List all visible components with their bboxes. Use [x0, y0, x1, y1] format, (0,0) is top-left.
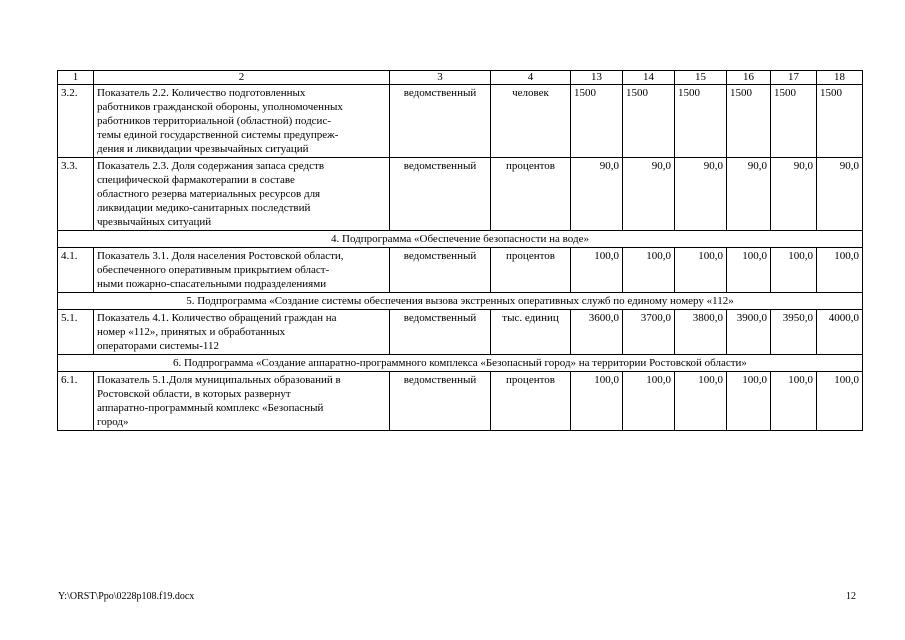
value-cell: 1500: [623, 85, 675, 158]
header-cell: 13: [571, 71, 623, 85]
indicator-type: ведомственный: [390, 310, 491, 355]
indicator-type: ведомственный: [390, 372, 491, 431]
value-cell: 1500: [675, 85, 727, 158]
indicator-name: Показатель 4.1. Количество обращений граждан на номер «112», принятых и обработанных операторами системы-112: [94, 310, 390, 355]
value-cell: 100,0: [675, 248, 727, 293]
section-title: 5. Подпрограмма «Создание системы обеспечения вызова экстренных оперативных служб по единому номеру «112»: [58, 293, 863, 310]
section-row: [58, 231, 863, 248]
value-cell: 3950,0: [771, 310, 817, 355]
section-title: 6. Подпрограмма «Создание аппаратно-программного комплекса «Безопасный город» на территории Ростовской области»: [58, 355, 863, 372]
value-cell: 3600,0: [571, 310, 623, 355]
section-row: [58, 293, 863, 310]
header-cell: 2: [94, 71, 390, 85]
value-cell: 100,0: [623, 248, 675, 293]
header-cell: 3: [390, 71, 491, 85]
value-cell: 100,0: [571, 372, 623, 431]
value-cell: 90,0: [623, 158, 675, 231]
section-title: 4. Подпрограмма «Обеспечение безопасности на воде»: [58, 231, 863, 248]
unit: человек: [491, 85, 571, 158]
indicator-type: ведомственный: [390, 248, 491, 293]
header-cell: 15: [675, 71, 727, 85]
indicator-name: Показатель 2.2. Количество подготовленных работников гражданской обороны, уполномоченных работников территориальной (областной) подсис- темы единой государственной системы предупреж- дения и ликвидации чрезвычайных ситуаций: [94, 85, 390, 158]
table-row: [58, 158, 863, 231]
indicator-name: Показатель 2.3. Доля содержания запаса средств специфической фармакотерапии в составе областного резерва материальных ресурсов для ликвидации медико-санитарных последствий чрезвычайных ситуаций: [94, 158, 390, 231]
value-cell: 4000,0: [817, 310, 863, 355]
value-cell: 90,0: [817, 158, 863, 231]
row-number: 3.3.: [58, 158, 94, 231]
table-row: [58, 85, 863, 158]
value-cell: 1500: [727, 85, 771, 158]
indicator-type: ведомственный: [390, 85, 491, 158]
value-cell: 100,0: [771, 248, 817, 293]
indicators-table: [57, 70, 863, 431]
row-number: 6.1.: [58, 372, 94, 431]
table-row: [58, 248, 863, 293]
indicator-type: ведомственный: [390, 158, 491, 231]
row-number: 5.1.: [58, 310, 94, 355]
indicator-name: Показатель 3.1. Доля населения Ростовской области, обеспеченного оперативным прикрытием област- ными пожарно-спасательными подразделениями: [94, 248, 390, 293]
table-row: [58, 372, 863, 431]
value-cell: 100,0: [817, 248, 863, 293]
value-cell: 1500: [571, 85, 623, 158]
value-cell: 1500: [771, 85, 817, 158]
value-cell: 100,0: [771, 372, 817, 431]
value-cell: 90,0: [727, 158, 771, 231]
header-row: [58, 71, 863, 85]
indicator-name: Показатель 5.1.Доля муниципальных образований в Ростовской области, в которых развернут аппаратно-программный комплекс «Безопасный город»: [94, 372, 390, 431]
value-cell: 100,0: [817, 372, 863, 431]
value-cell: 3700,0: [623, 310, 675, 355]
unit: процентов: [491, 372, 571, 431]
value-cell: 100,0: [623, 372, 675, 431]
value-cell: 1500: [817, 85, 863, 158]
table-row: [58, 310, 863, 355]
value-cell: 100,0: [727, 248, 771, 293]
table-body: [58, 71, 863, 431]
row-number: 4.1.: [58, 248, 94, 293]
header-cell: 16: [727, 71, 771, 85]
value-cell: 100,0: [571, 248, 623, 293]
header-cell: 14: [623, 71, 675, 85]
unit: тыс. единиц: [491, 310, 571, 355]
unit: процентов: [491, 158, 571, 231]
header-cell: 18: [817, 71, 863, 85]
unit: процентов: [491, 248, 571, 293]
value-cell: 3900,0: [727, 310, 771, 355]
footer-file-path: Y:\ORST\Ppo\0228p108.f19.docx: [58, 591, 195, 602]
value-cell: 90,0: [675, 158, 727, 231]
header-cell: 17: [771, 71, 817, 85]
header-cell: 4: [491, 71, 571, 85]
value-cell: 90,0: [771, 158, 817, 231]
value-cell: 3800,0: [675, 310, 727, 355]
value-cell: 90,0: [571, 158, 623, 231]
header-cell: 1: [58, 71, 94, 85]
value-cell: 100,0: [675, 372, 727, 431]
row-number: 3.2.: [58, 85, 94, 158]
section-row: [58, 355, 863, 372]
page-number: 12: [846, 591, 856, 602]
value-cell: 100,0: [727, 372, 771, 431]
